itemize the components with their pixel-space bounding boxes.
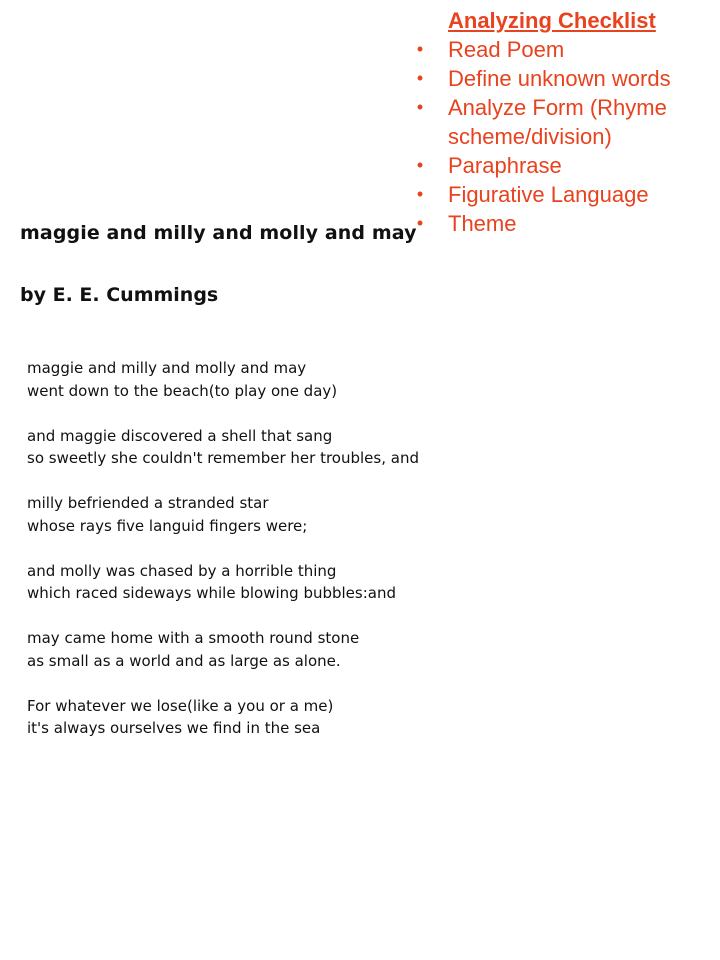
poem-stanza [27, 627, 419, 672]
checklist-item-label: Define unknown words [448, 66, 671, 91]
poem-line: whose rays five languid fingers were; [27, 516, 308, 535]
bullet-icon: • [416, 39, 424, 59]
checklist-item-label: Theme [448, 211, 517, 236]
poem-line: and maggie discovered a shell that sang [27, 426, 333, 445]
poem-stanza [27, 425, 419, 470]
bullet-icon: • [416, 97, 424, 117]
bullet-icon: • [416, 213, 424, 233]
checklist-title: Analyzing Checklist [448, 8, 656, 33]
poem-line: milly befriended a stranded star [27, 494, 269, 512]
analyzing-checklist [414, 6, 714, 238]
poem-line: may came home with a smooth round stone [27, 629, 360, 647]
checklist-item [414, 151, 714, 180]
bullet-icon: • [416, 68, 424, 88]
checklist-item [414, 209, 714, 238]
checklist-item-label: Analyze Form (Rhyme scheme/division) [448, 95, 667, 149]
checklist-item-label: Paraphrase [448, 153, 562, 178]
poem-line: maggie and milly and molly and may [27, 359, 307, 377]
poem-line: went down to the beach(to play one day) [27, 381, 338, 400]
poem-line: and molly was chased by a horrible thing [27, 561, 337, 580]
poem-author: by E. E. Cummings [20, 284, 219, 306]
checklist-item-label: Figurative Language [448, 182, 649, 207]
poem-line: it's always ourselves we find in the sea [27, 719, 321, 737]
poem-line: which raced sideways while blowing bubbles:and [27, 584, 397, 602]
poem-title: maggie and milly and molly and may [20, 222, 417, 244]
checklist-item [414, 64, 714, 93]
bullet-icon: • [416, 184, 424, 204]
checklist-item [414, 180, 714, 209]
poem-stanza [27, 357, 419, 402]
poem-stanza [27, 560, 419, 605]
checklist-item [414, 93, 714, 151]
checklist-list [414, 35, 714, 238]
bullet-icon: • [416, 155, 424, 175]
poem-line: so sweetly she couldn't remember her troubles, and [27, 449, 419, 467]
poem-body [27, 357, 419, 740]
poem-line: For whatever we lose(like a you or a me) [27, 696, 334, 715]
poem-line: as small as a world and as large as alone. [27, 651, 341, 670]
checklist-item-label: Read Poem [448, 37, 565, 62]
checklist-item [414, 35, 714, 64]
poem-stanza [27, 695, 419, 740]
poem-stanza [27, 492, 419, 537]
